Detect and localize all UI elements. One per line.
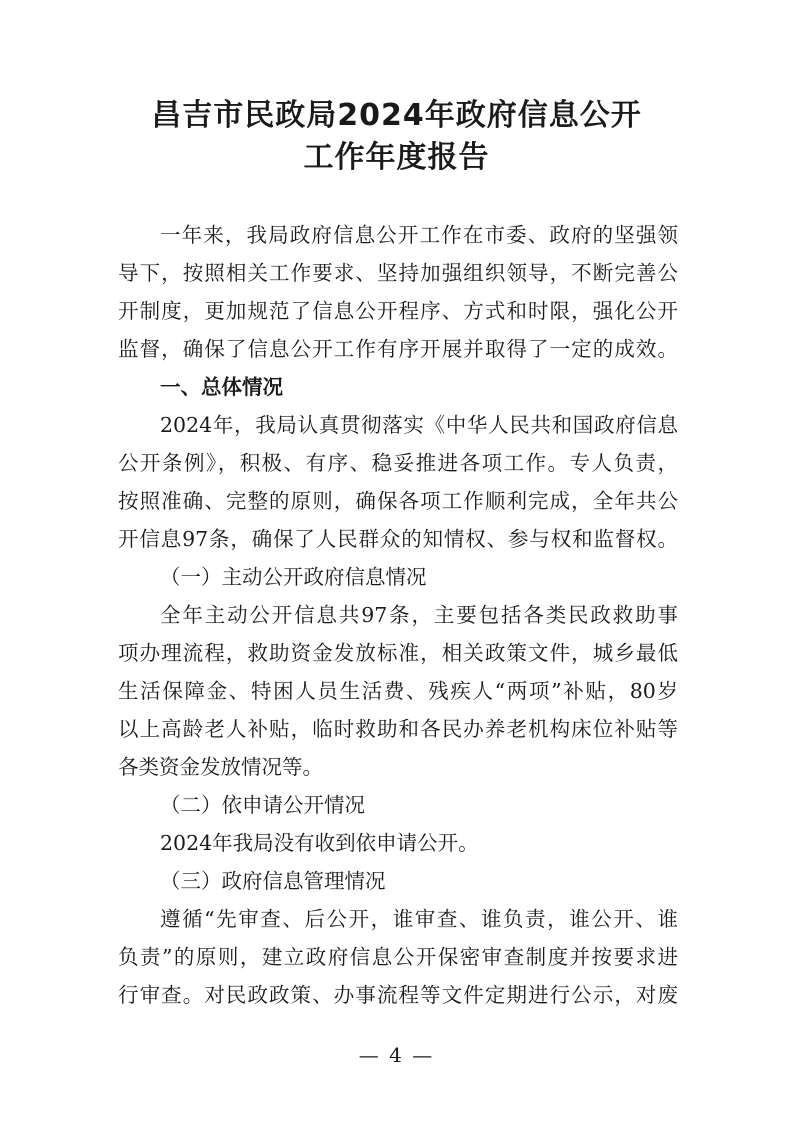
paragraph-line: 行审查。对民政政策、办事流程等文件定期进行公示，对废 [118, 983, 678, 1007]
paragraph-line: 负责”的原则，建立政府信息公开保密审查制度并按要求进 [118, 945, 678, 969]
paragraph-line: 全年主动公开信息共97条，主要包括各类民政救助事 [160, 603, 678, 627]
paragraph-line: 2024年，我局认真贯彻落实《中华人民共和国政府信息 [160, 413, 678, 437]
paragraph-line: 导下，按照相关工作要求、坚持加强组织领导，不断完善公 [118, 261, 678, 285]
subsection-heading: （二）依申请公开情况 [160, 793, 365, 817]
paragraph-line: 生活保障金、特困人员生活费、残疾人“两项”补贴，80岁 [118, 679, 678, 703]
document-title-line-2: 工作年度报告 [303, 140, 490, 175]
paragraph-line: 遵循“先审查、后公开，谁审查、谁负责，谁公开、谁 [160, 907, 678, 931]
paragraph-line: 项办理流程，救助资金发放标准，相关政策文件，城乡最低 [118, 641, 678, 665]
section-heading: 一、总体情况 [160, 375, 283, 399]
document-title-line-1: 昌吉市民政局2024年政府信息公开 [151, 98, 642, 133]
paragraph-line: 监督，确保了信息公开工作有序开展并取得了一定的成效。 [118, 337, 678, 361]
paragraph-line: 以上高龄老人补贴，临时救助和各民办养老机构床位补贴等 [118, 717, 678, 741]
paragraph-line: 2024年我局没有收到依申请公开。 [160, 831, 479, 855]
paragraph-line: 一年来，我局政府信息公开工作在市委、政府的坚强领 [160, 223, 678, 247]
paragraph-line: 按照准确、完整的原则，确保各项工作顺利完成，全年共公 [118, 489, 678, 513]
paragraph-line: 开信息97条，确保了人民群众的知情权、参与权和监督权。 [118, 527, 678, 551]
page-number: — 4 — [358, 1043, 435, 1067]
paragraph-line: 各类资金发放情况等。 [118, 755, 323, 779]
paragraph-line: 开制度，更加规范了信息公开程序、方式和时限，强化公开 [118, 299, 678, 323]
paragraph-line: 公开条例》，积极、有序、稳妥推进各项工作。专人负责， [118, 451, 678, 475]
subsection-heading: （一）主动公开政府信息情况 [160, 565, 427, 589]
subsection-heading: （三）政府信息管理情况 [160, 869, 386, 893]
